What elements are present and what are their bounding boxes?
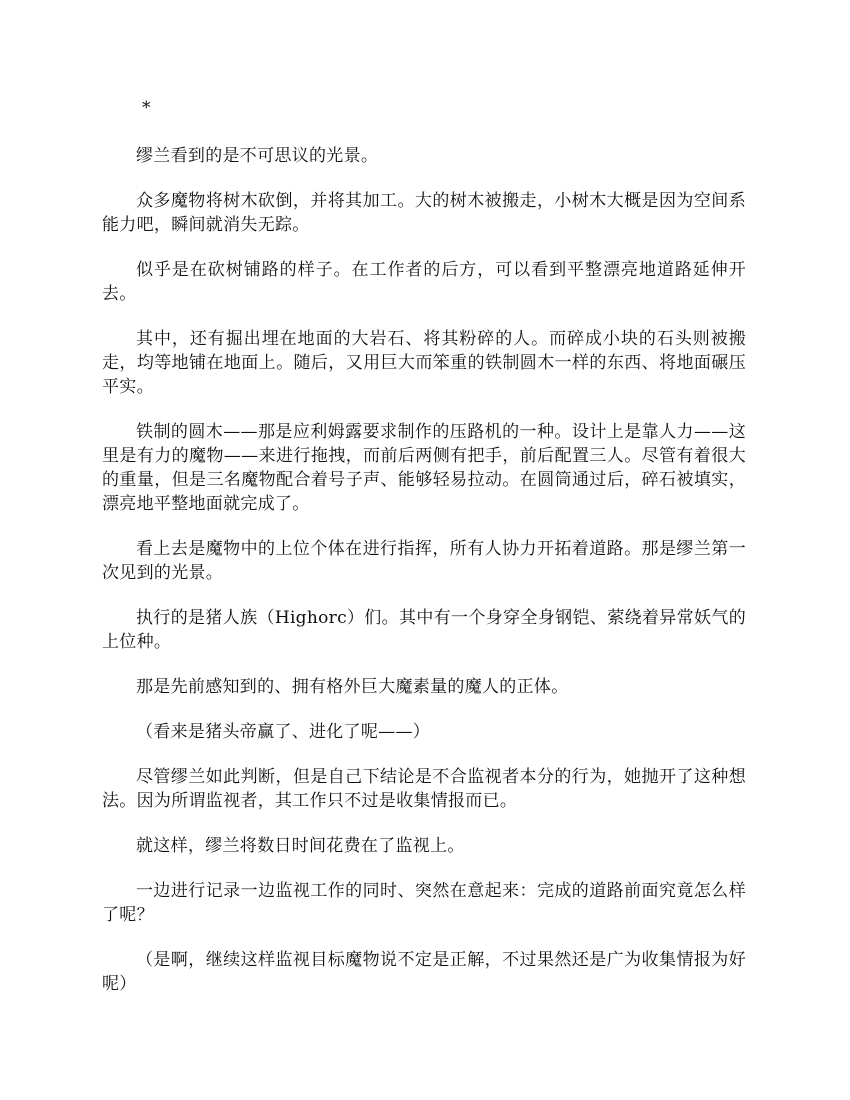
- paragraph: 那是先前感知到的、拥有格外巨大魔素量的魔人的正体。: [136, 677, 569, 697]
- paragraph: 尽管缪兰如此判断，但是自己下结论是不合监视者本分的行为，她抛开了这种想法。因为所谓监视者，其工作只不过是收集情报而已。: [102, 767, 746, 811]
- paragraph: 一边进行记录一边监视工作的同时、突然在意起来：完成的道路前面究竟怎么样了呢？: [102, 881, 746, 925]
- section-separator: *: [142, 98, 151, 118]
- paragraph: 缪兰看到的是不可思议的光景。: [136, 146, 379, 166]
- paragraph: 看上去是魔物中的上位个体在进行指挥，所有人协力开拓着道路。那是缪兰第一次见到的光景。: [102, 539, 746, 583]
- document-page: [102, 96, 746, 1017]
- paragraph: 铁制的圆木——那是应利姆露要求制作的压路机的一种。设计上是靠人力——这里是有力的魔物——来进行拖拽，而前后两侧有把手，前后配置三人。尽管有着很大的重量，但是三名魔物配合着号子声、能够轻易拉动。在圆筒通过后，碎石被填实，漂亮地平整地面就完成了。: [102, 422, 746, 514]
- paragraph: （看来是猪头帝赢了、进化了呢——）: [136, 722, 431, 742]
- paragraph: 似乎是在砍树铺路的样子。在工作者的后方，可以看到平整漂亮地道路延伸开去。: [102, 260, 746, 304]
- paragraph: （是啊，继续这样监视目标魔物说不定是正解，不过果然还是广为收集情报为好呢）: [102, 950, 746, 994]
- paragraph: 众多魔物将树木砍倒，并将其加工。大的树木被搬走，小树木大概是因为空间系能力吧，瞬间就消失无踪。: [102, 191, 746, 235]
- paragraph: 其中，还有掘出埋在地面的大岩石、将其粉碎的人。而碎成小块的石头则被搬走，均等地铺在地面上。随后，又用巨大而笨重的铁制圆木一样的东西、将地面碾压平实。: [102, 329, 746, 397]
- paragraph: 执行的是猪人族（Highorc）们。其中有一个身穿全身钢铠、萦绕着异常妖气的上位种。: [102, 608, 746, 652]
- paragraph: 就这样，缪兰将数日时间花费在了监视上。: [136, 836, 465, 856]
